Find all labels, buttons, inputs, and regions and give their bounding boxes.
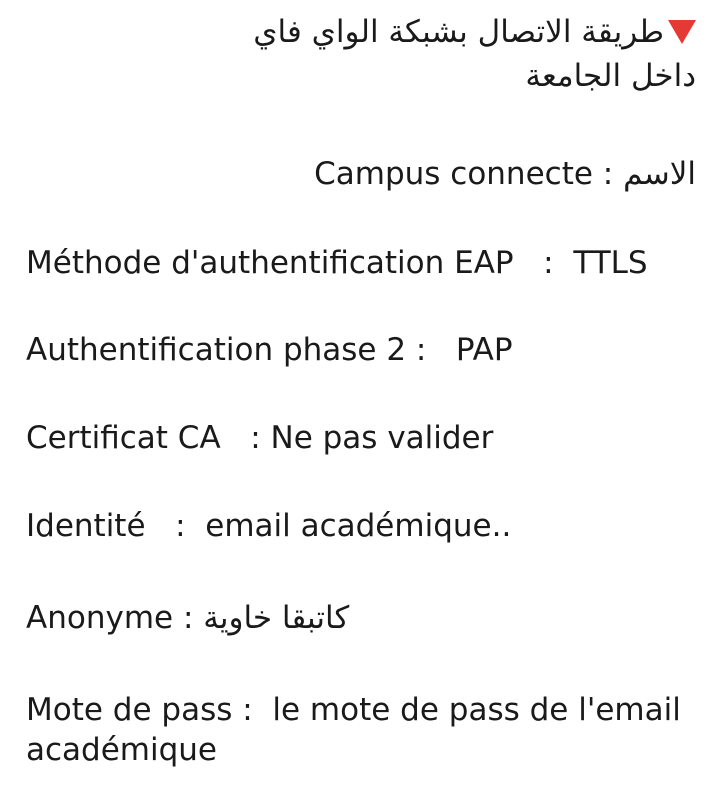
name-separator: :: [592, 156, 624, 192]
ca-certificate-line: Certificat CA : Ne pas valider: [26, 420, 494, 456]
identity-line: Identité : email académique..: [26, 508, 512, 544]
heading-text-1: طريقة الاتصال بشبكة الواي فاي: [253, 14, 664, 50]
anonymous-value: كاتبقا خاوية: [203, 600, 350, 636]
name-field: [314, 154, 696, 194]
eap-method-line: Méthode d'authentification EAP : TTLS: [26, 245, 648, 281]
anonymous-identity-line: [26, 598, 349, 638]
red-triangle-icon: [668, 20, 696, 44]
password-line-2: académique: [26, 732, 217, 768]
heading-line-1: [253, 12, 696, 52]
name-label: الاسم: [623, 156, 696, 192]
heading-line-2: داخل الجامعة: [525, 58, 696, 94]
password-line-1: Mote de pass : le mote de pass de l'email: [26, 692, 681, 728]
phase2-auth-line: Authentification phase 2 : PAP: [26, 332, 513, 368]
name-value: Campus connecte: [314, 156, 593, 192]
anonymous-label: Anonyme :: [26, 600, 204, 636]
